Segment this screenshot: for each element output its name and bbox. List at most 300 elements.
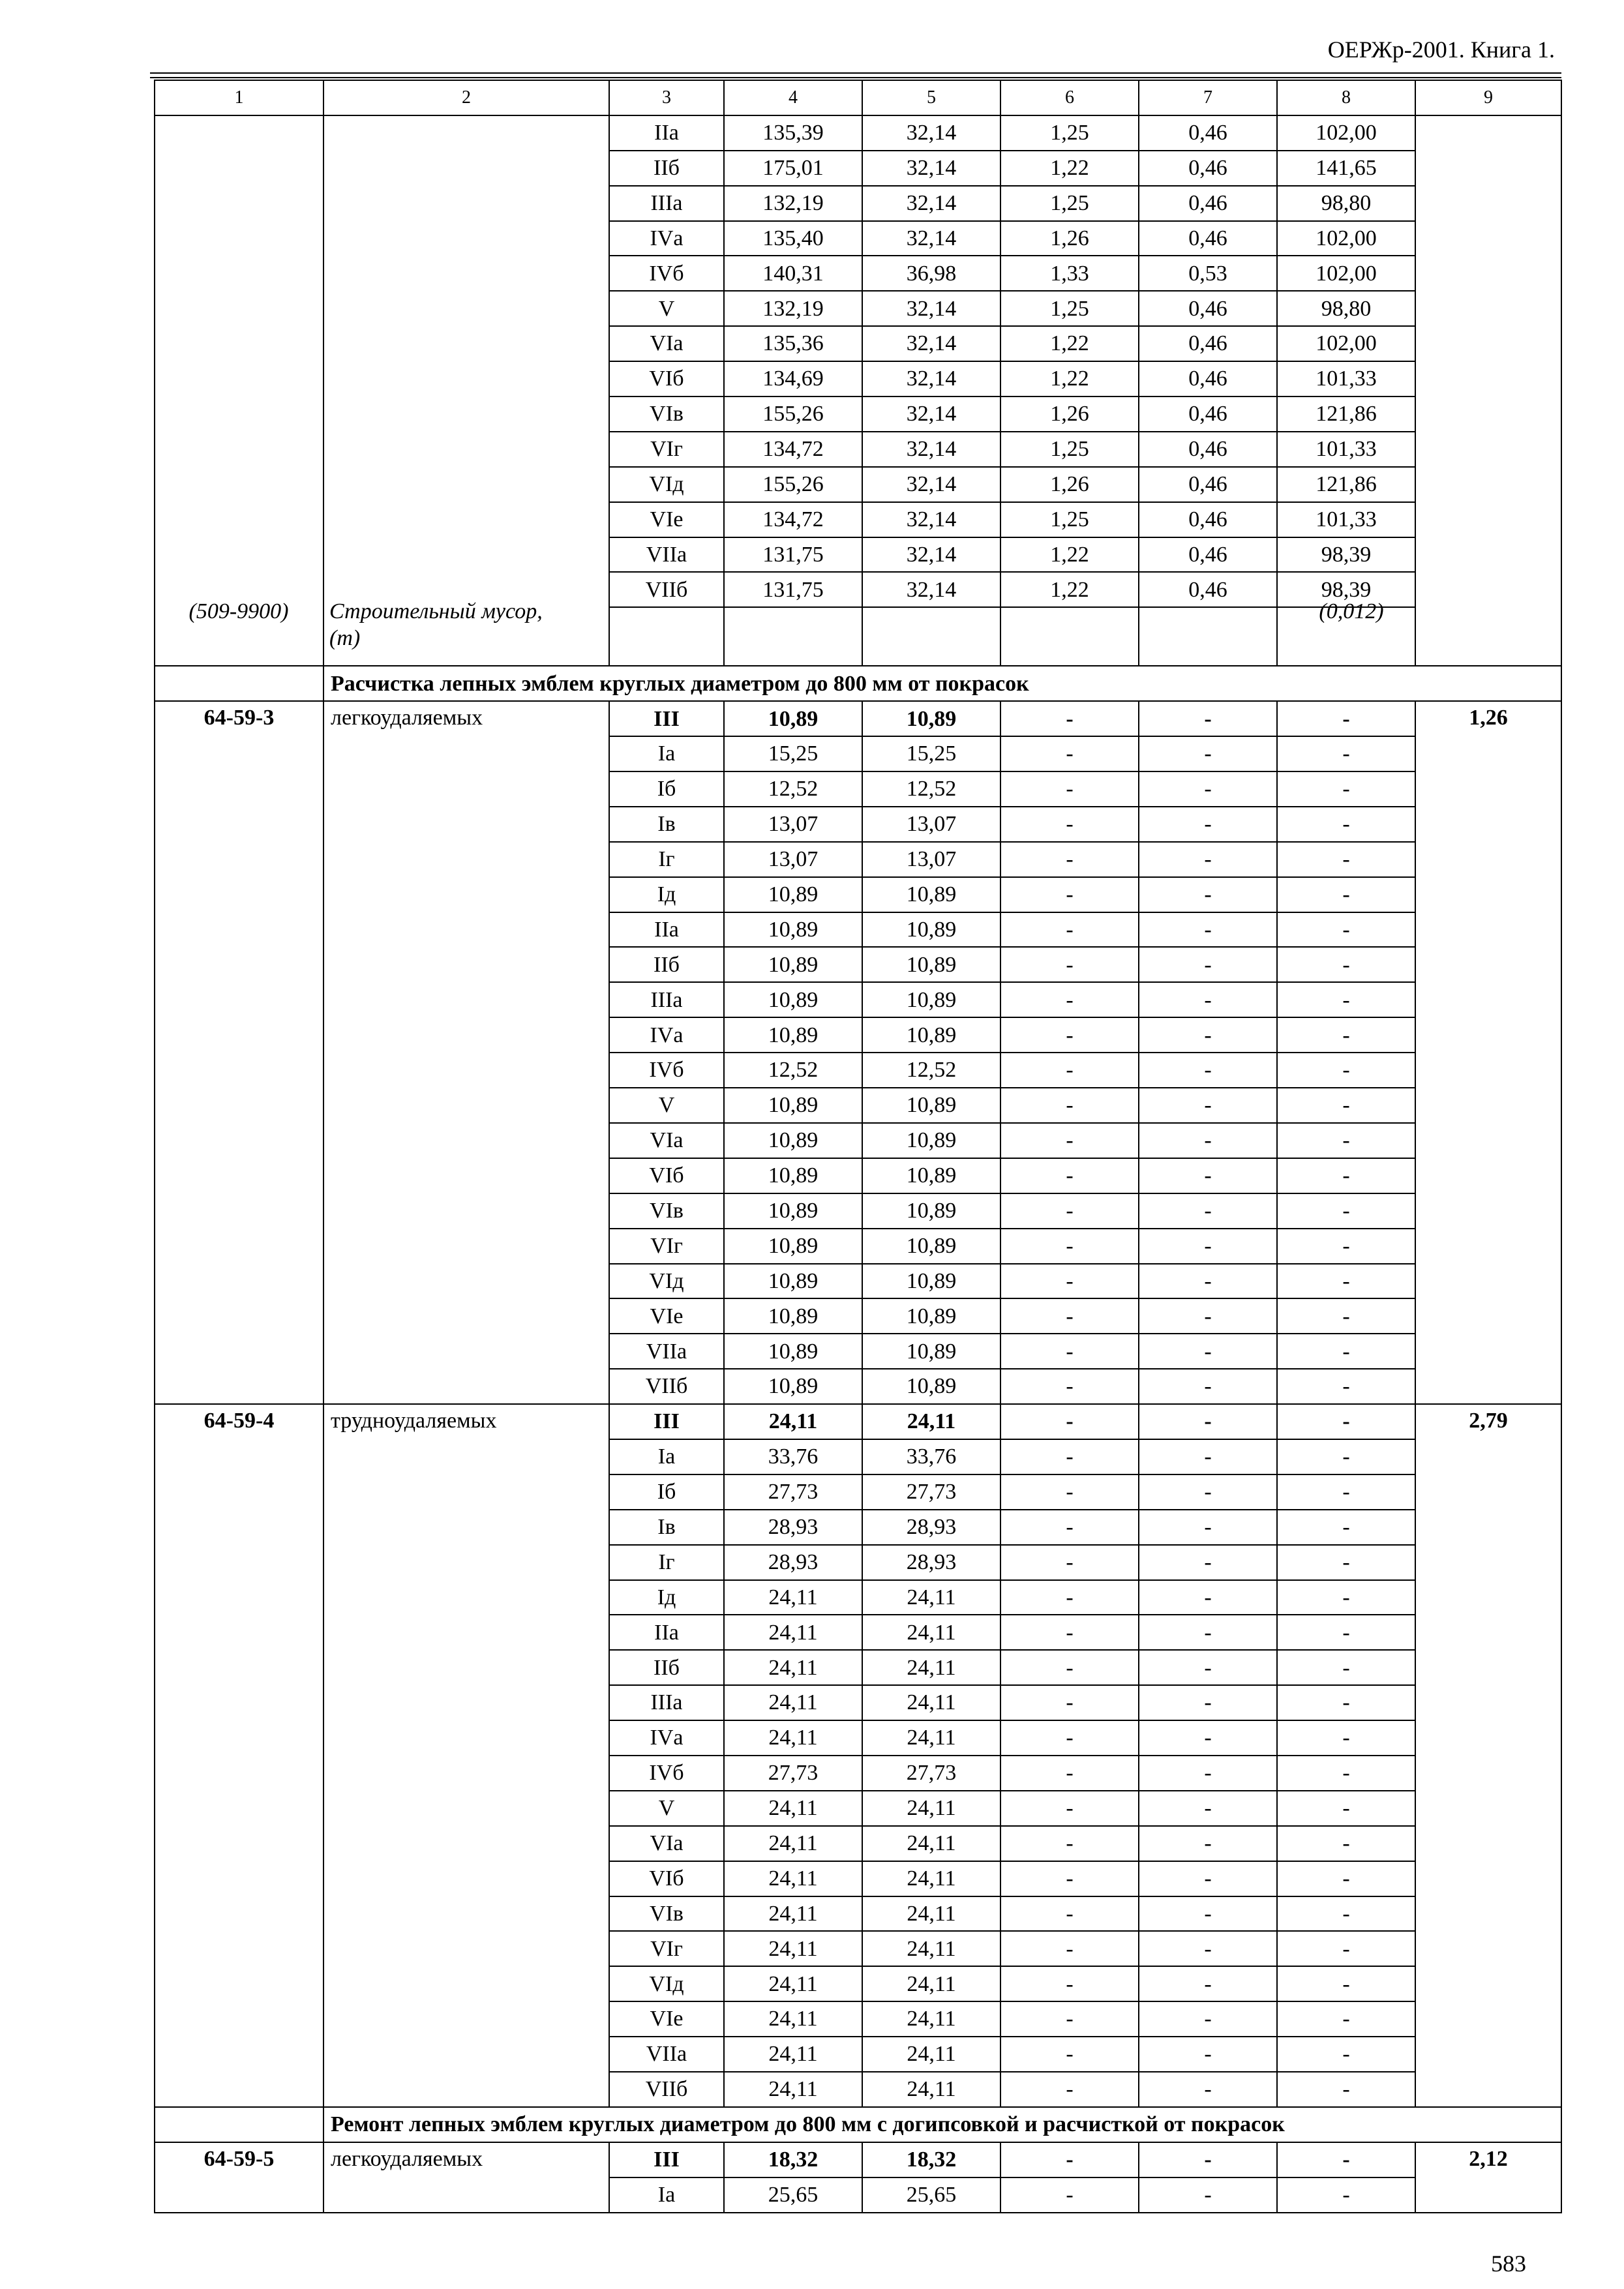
zone-cell: VIб — [609, 361, 724, 396]
labor-wage-cell: 24,11 — [862, 1966, 1000, 2001]
direct-cost-cell: 12,52 — [724, 1053, 862, 1088]
direct-cost-cell: 10,89 — [724, 1123, 862, 1158]
driver-wage-cell: - — [1139, 807, 1277, 842]
direct-cost-cell: 10,89 — [724, 1193, 862, 1229]
direct-cost-cell: 24,11 — [724, 1931, 862, 1966]
zone-cell: Iд — [609, 1580, 724, 1615]
zone-cell: IIа — [609, 912, 724, 948]
driver-wage-cell: 0,46 — [1139, 467, 1277, 502]
labor-wage-cell: 32,14 — [862, 537, 1000, 573]
labor-wage-cell: 10,89 — [862, 701, 1000, 736]
direct-cost-cell: 28,93 — [724, 1510, 862, 1545]
driver-wage-cell: - — [1139, 1896, 1277, 1932]
direct-cost-cell: 18,32 — [724, 2142, 862, 2177]
direct-cost-cell: 132,19 — [724, 186, 862, 221]
zone-cell: VIIб — [609, 2072, 724, 2107]
direct-cost-cell: 10,89 — [724, 1334, 862, 1369]
labor-wage-cell: 32,14 — [862, 115, 1000, 151]
material-cost-cell: - — [1277, 877, 1415, 912]
driver-wage-cell: - — [1139, 1474, 1277, 1510]
driver-wage-cell: - — [1139, 736, 1277, 771]
direct-cost-cell: 140,31 — [724, 256, 862, 291]
driver-wage-cell: 0,46 — [1139, 537, 1277, 573]
direct-cost-cell: 155,26 — [724, 396, 862, 432]
zone-cell: Iб — [609, 771, 724, 807]
zone-cell: V — [609, 1088, 724, 1123]
zone-cell: VIв — [609, 396, 724, 432]
zone-cell: Iв — [609, 807, 724, 842]
driver-wage-cell: - — [1139, 1685, 1277, 1720]
material-cost-cell: - — [1277, 1369, 1415, 1404]
header-rule-top — [150, 72, 1561, 74]
direct-cost-cell: 13,07 — [724, 807, 862, 842]
direct-cost-cell: 10,89 — [724, 1369, 862, 1404]
direct-cost-cell: 24,11 — [724, 1791, 862, 1826]
zone-cell: Iд — [609, 877, 724, 912]
driver-wage-cell: - — [1139, 1369, 1277, 1404]
column-number: 6 — [1000, 80, 1139, 115]
labor-wage-cell: 10,89 — [862, 1298, 1000, 1334]
machine-cost-cell: - — [1000, 1685, 1139, 1720]
col9-cell — [1415, 115, 1561, 666]
debris-name-line: Строительный мусор, — [329, 599, 543, 623]
labor-wage-cell: 10,89 — [862, 1158, 1000, 1193]
driver-wage-cell: - — [1139, 1510, 1277, 1545]
material-cost-cell: - — [1277, 1896, 1415, 1932]
driver-wage-cell: - — [1139, 1053, 1277, 1088]
labor-wage-cell: 24,11 — [862, 1404, 1000, 1439]
direct-cost-cell: 131,75 — [724, 572, 862, 607]
direct-cost-cell: 27,73 — [724, 1756, 862, 1791]
material-cost-cell: 102,00 — [1277, 326, 1415, 361]
debris-spacer-cell — [724, 607, 862, 666]
column-number: 5 — [862, 80, 1000, 115]
code-cell: 64-59-5 — [155, 2142, 323, 2213]
material-cost-cell: - — [1277, 1334, 1415, 1369]
driver-wage-cell: 0,46 — [1139, 115, 1277, 151]
labor-wage-cell: 24,11 — [862, 1720, 1000, 1756]
zone-cell: VIб — [609, 1158, 724, 1193]
machine-cost-cell: - — [1000, 1720, 1139, 1756]
zone-cell: VIг — [609, 1931, 724, 1966]
labor-wage-cell: 32,14 — [862, 361, 1000, 396]
machine-cost-cell: - — [1000, 701, 1139, 736]
driver-wage-cell: - — [1139, 1861, 1277, 1896]
table-row — [155, 115, 1561, 151]
zone-cell: VIе — [609, 1298, 724, 1334]
material-cost-cell: - — [1277, 2177, 1415, 2213]
machine-cost-cell: - — [1000, 2001, 1139, 2037]
direct-cost-cell: 10,89 — [724, 1264, 862, 1299]
material-cost-cell: 98,80 — [1277, 291, 1415, 326]
direct-cost-cell: 12,52 — [724, 771, 862, 807]
material-cost-cell: - — [1277, 947, 1415, 982]
code-cell: 64-59-4 — [155, 1404, 323, 2107]
direct-cost-cell: 28,93 — [724, 1545, 862, 1580]
labor-wage-cell: 24,11 — [862, 1826, 1000, 1861]
material-cost-cell: - — [1277, 1474, 1415, 1510]
direct-cost-cell: 135,40 — [724, 221, 862, 256]
column-number: 1 — [155, 80, 323, 115]
direct-cost-cell: 134,72 — [724, 502, 862, 537]
zone-cell: IVа — [609, 221, 724, 256]
labor-wage-cell: 24,11 — [862, 1685, 1000, 1720]
labor-wage-cell: 24,11 — [862, 2001, 1000, 2037]
machine-cost-cell: - — [1000, 1826, 1139, 1861]
labor-wage-cell: 15,25 — [862, 736, 1000, 771]
material-cost-cell: - — [1277, 1615, 1415, 1650]
labor-wage-cell: 24,11 — [862, 1791, 1000, 1826]
column-number: 3 — [609, 80, 724, 115]
col9-cell: 2,79 — [1415, 1404, 1561, 2107]
direct-cost-cell: 10,89 — [724, 1088, 862, 1123]
material-cost-cell: 141,65 — [1277, 151, 1415, 186]
labor-wage-cell: 10,89 — [862, 877, 1000, 912]
labor-wage-cell: 28,93 — [862, 1545, 1000, 1580]
direct-cost-cell: 33,76 — [724, 1439, 862, 1474]
driver-wage-cell: - — [1139, 701, 1277, 736]
machine-cost-cell: - — [1000, 1193, 1139, 1229]
material-cost-cell: - — [1277, 1017, 1415, 1053]
machine-cost-cell: 1,25 — [1000, 186, 1139, 221]
direct-cost-cell: 24,11 — [724, 1966, 862, 2001]
debris-name — [329, 599, 543, 652]
direct-cost-cell: 24,11 — [724, 2001, 862, 2037]
labor-wage-cell: 10,89 — [862, 1123, 1000, 1158]
direct-cost-cell: 10,89 — [724, 982, 862, 1017]
labor-wage-cell: 24,11 — [862, 1931, 1000, 1966]
labor-wage-cell: 24,11 — [862, 1896, 1000, 1932]
machine-cost-cell: - — [1000, 1298, 1139, 1334]
zone-cell: IVб — [609, 1756, 724, 1791]
zone-cell: IIа — [609, 115, 724, 151]
driver-wage-cell: - — [1139, 877, 1277, 912]
material-cost-cell: 121,86 — [1277, 467, 1415, 502]
material-cost-cell: - — [1277, 2001, 1415, 2037]
debris-value: (0,012) — [1319, 599, 1384, 623]
labor-wage-cell: 32,14 — [862, 432, 1000, 467]
zone-cell: VIг — [609, 1229, 724, 1264]
zone-cell: VIд — [609, 1966, 724, 2001]
machine-cost-cell: - — [1000, 1510, 1139, 1545]
zone-cell: IVа — [609, 1720, 724, 1756]
driver-wage-cell: 0,46 — [1139, 186, 1277, 221]
zone-cell: IIIа — [609, 186, 724, 221]
driver-wage-cell: - — [1139, 912, 1277, 948]
zone-cell: VIIа — [609, 2037, 724, 2072]
labor-wage-cell: 12,52 — [862, 771, 1000, 807]
direct-cost-cell: 10,89 — [724, 1229, 862, 1264]
machine-cost-cell: 1,25 — [1000, 115, 1139, 151]
labor-wage-cell: 10,89 — [862, 912, 1000, 948]
labor-wage-cell: 32,14 — [862, 502, 1000, 537]
machine-cost-cell: - — [1000, 982, 1139, 1017]
direct-cost-cell: 175,01 — [724, 151, 862, 186]
code-cell: 64-59-3 — [155, 701, 323, 1404]
code-cell — [155, 115, 323, 666]
material-cost-cell: - — [1277, 912, 1415, 948]
zone-cell: III — [609, 701, 724, 736]
driver-wage-cell: - — [1139, 1966, 1277, 2001]
machine-cost-cell: - — [1000, 1896, 1139, 1932]
machine-cost-cell: - — [1000, 1791, 1139, 1826]
material-cost-cell: 121,86 — [1277, 396, 1415, 432]
material-cost-cell: 101,33 — [1277, 361, 1415, 396]
direct-cost-cell: 15,25 — [724, 736, 862, 771]
machine-cost-cell: 1,22 — [1000, 572, 1139, 607]
machine-cost-cell: - — [1000, 1229, 1139, 1264]
zone-cell: VIе — [609, 502, 724, 537]
direct-cost-cell: 27,73 — [724, 1474, 862, 1510]
driver-wage-cell: - — [1139, 1298, 1277, 1334]
material-cost-cell: - — [1277, 982, 1415, 1017]
column-number: 4 — [724, 80, 862, 115]
direct-cost-cell: 135,39 — [724, 115, 862, 151]
labor-wage-cell: 25,65 — [862, 2177, 1000, 2213]
debris-unit: (т) — [329, 625, 361, 650]
name-cell: легкоудаляемых — [323, 701, 609, 1404]
col9-cell: 1,26 — [1415, 701, 1561, 1404]
column-number: 2 — [323, 80, 609, 115]
driver-wage-cell: - — [1139, 771, 1277, 807]
driver-wage-cell: - — [1139, 1264, 1277, 1299]
zone-cell: Iб — [609, 1474, 724, 1510]
zone-cell: IIIа — [609, 1685, 724, 1720]
labor-wage-cell: 32,14 — [862, 572, 1000, 607]
direct-cost-cell: 131,75 — [724, 537, 862, 573]
driver-wage-cell: 0,46 — [1139, 396, 1277, 432]
labor-wage-cell: 24,11 — [862, 1650, 1000, 1685]
machine-cost-cell: - — [1000, 1931, 1139, 1966]
machine-cost-cell: 1,25 — [1000, 432, 1139, 467]
zone-cell: IVб — [609, 1053, 724, 1088]
machine-cost-cell: 1,26 — [1000, 396, 1139, 432]
labor-wage-cell: 10,89 — [862, 1229, 1000, 1264]
column-number: 7 — [1139, 80, 1277, 115]
material-cost-cell: - — [1277, 2037, 1415, 2072]
labor-wage-cell: 32,14 — [862, 326, 1000, 361]
direct-cost-cell: 24,11 — [724, 2037, 862, 2072]
direct-cost-cell: 24,11 — [724, 1720, 862, 1756]
material-cost-cell: - — [1277, 1826, 1415, 1861]
zone-cell: VIд — [609, 467, 724, 502]
material-cost-cell: - — [1277, 771, 1415, 807]
direct-cost-cell: 10,89 — [724, 947, 862, 982]
labor-wage-cell: 24,11 — [862, 1580, 1000, 1615]
material-cost-cell: - — [1277, 1931, 1415, 1966]
col9-cell: 2,12 — [1415, 2142, 1561, 2213]
rates-table — [154, 80, 1562, 2213]
labor-wage-cell: 10,89 — [862, 947, 1000, 982]
driver-wage-cell: - — [1139, 1615, 1277, 1650]
machine-cost-cell: 1,33 — [1000, 256, 1139, 291]
column-number: 9 — [1415, 80, 1561, 115]
labor-wage-cell: 13,07 — [862, 807, 1000, 842]
zone-cell: IIб — [609, 947, 724, 982]
driver-wage-cell: - — [1139, 1158, 1277, 1193]
machine-cost-cell: - — [1000, 1334, 1139, 1369]
zone-cell: VIIа — [609, 537, 724, 573]
name-cell: легкоудаляемых — [323, 2142, 609, 2213]
direct-cost-cell: 25,65 — [724, 2177, 862, 2213]
material-cost-cell: - — [1277, 1720, 1415, 1756]
driver-wage-cell: 0,46 — [1139, 572, 1277, 607]
driver-wage-cell: - — [1139, 2001, 1277, 2037]
labor-wage-cell: 32,14 — [862, 186, 1000, 221]
material-cost-cell: - — [1277, 1685, 1415, 1720]
debris-spacer-cell — [1000, 607, 1139, 666]
driver-wage-cell: - — [1139, 1756, 1277, 1791]
labor-wage-cell: 28,93 — [862, 1510, 1000, 1545]
zone-cell: III — [609, 2142, 724, 2177]
machine-cost-cell: - — [1000, 2072, 1139, 2107]
machine-cost-cell: - — [1000, 1439, 1139, 1474]
labor-wage-cell: 32,14 — [862, 291, 1000, 326]
zone-cell: VIд — [609, 1264, 724, 1299]
machine-cost-cell: - — [1000, 1650, 1139, 1685]
material-cost-cell: - — [1277, 1053, 1415, 1088]
zone-cell: VIа — [609, 1123, 724, 1158]
zone-cell: III — [609, 1404, 724, 1439]
material-cost-cell: - — [1277, 1404, 1415, 1439]
direct-cost-cell: 10,89 — [724, 877, 862, 912]
labor-wage-cell: 10,89 — [862, 1017, 1000, 1053]
debris-spacer-cell — [609, 607, 724, 666]
name-cell — [323, 115, 609, 666]
machine-cost-cell: - — [1000, 736, 1139, 771]
direct-cost-cell: 24,11 — [724, 1404, 862, 1439]
zone-cell: Iг — [609, 1545, 724, 1580]
material-cost-cell: - — [1277, 1966, 1415, 2001]
machine-cost-cell: - — [1000, 771, 1139, 807]
labor-wage-cell: 12,52 — [862, 1053, 1000, 1088]
column-number-row — [155, 80, 1561, 115]
driver-wage-cell: 0,46 — [1139, 502, 1277, 537]
zone-cell: VIе — [609, 2001, 724, 2037]
material-cost-cell: 98,80 — [1277, 186, 1415, 221]
machine-cost-cell: - — [1000, 1474, 1139, 1510]
zone-cell: VIIб — [609, 572, 724, 607]
material-cost-cell: - — [1277, 1580, 1415, 1615]
direct-cost-cell: 10,89 — [724, 1298, 862, 1334]
material-cost-cell: - — [1277, 1545, 1415, 1580]
driver-wage-cell: - — [1139, 2142, 1277, 2177]
machine-cost-cell: 1,22 — [1000, 326, 1139, 361]
material-cost-cell: - — [1277, 1158, 1415, 1193]
driver-wage-cell: - — [1139, 1123, 1277, 1158]
machine-cost-cell: - — [1000, 807, 1139, 842]
table-row — [155, 701, 1561, 736]
driver-wage-cell: - — [1139, 1229, 1277, 1264]
material-cost-cell: - — [1277, 1756, 1415, 1791]
debris-spacer-cell — [1139, 607, 1277, 666]
driver-wage-cell: - — [1139, 1791, 1277, 1826]
labor-wage-cell: 18,32 — [862, 2142, 1000, 2177]
driver-wage-cell: - — [1139, 1826, 1277, 1861]
zone-cell: IIб — [609, 151, 724, 186]
labor-wage-cell: 27,73 — [862, 1756, 1000, 1791]
driver-wage-cell: - — [1139, 1545, 1277, 1580]
zone-cell: VIв — [609, 1896, 724, 1932]
driver-wage-cell: - — [1139, 1088, 1277, 1123]
zone-cell: IVб — [609, 256, 724, 291]
labor-wage-cell: 10,89 — [862, 1264, 1000, 1299]
page-number: 583 — [1491, 2251, 1526, 2277]
header-rule-bottom — [150, 77, 1561, 78]
machine-cost-cell: - — [1000, 1615, 1139, 1650]
material-cost-cell: - — [1277, 701, 1415, 736]
driver-wage-cell: - — [1139, 982, 1277, 1017]
machine-cost-cell: 1,25 — [1000, 502, 1139, 537]
driver-wage-cell: 0,46 — [1139, 221, 1277, 256]
driver-wage-cell: - — [1139, 1017, 1277, 1053]
material-cost-cell: 102,00 — [1277, 221, 1415, 256]
section-title: Ремонт лепных эмблем круглых диаметром до 800 мм с догипсовкой и расчисткой от покрасок — [323, 2107, 1561, 2142]
labor-wage-cell: 36,98 — [862, 256, 1000, 291]
material-cost-cell: - — [1277, 807, 1415, 842]
driver-wage-cell: - — [1139, 1404, 1277, 1439]
direct-cost-cell: 24,11 — [724, 1650, 862, 1685]
labor-wage-cell: 10,89 — [862, 1369, 1000, 1404]
direct-cost-cell: 24,11 — [724, 1615, 862, 1650]
material-cost-cell: - — [1277, 1229, 1415, 1264]
labor-wage-cell: 32,14 — [862, 467, 1000, 502]
debris-spacer-cell — [862, 607, 1000, 666]
machine-cost-cell: - — [1000, 947, 1139, 982]
labor-wage-cell: 10,89 — [862, 1088, 1000, 1123]
material-cost-cell: - — [1277, 1193, 1415, 1229]
driver-wage-cell: - — [1139, 2072, 1277, 2107]
zone-cell: IVа — [609, 1017, 724, 1053]
driver-wage-cell: - — [1139, 842, 1277, 877]
direct-cost-cell: 10,89 — [724, 1017, 862, 1053]
direct-cost-cell: 155,26 — [724, 467, 862, 502]
driver-wage-cell: - — [1139, 1580, 1277, 1615]
direct-cost-cell: 135,36 — [724, 326, 862, 361]
material-cost-cell: - — [1277, 1861, 1415, 1896]
material-cost-cell: - — [1277, 1650, 1415, 1685]
machine-cost-cell: - — [1000, 877, 1139, 912]
material-cost-cell: 98,39 — [1277, 572, 1415, 607]
direct-cost-cell: 24,11 — [724, 1685, 862, 1720]
section-spacer-cell — [155, 666, 323, 701]
material-cost-cell: - — [1277, 1088, 1415, 1123]
direct-cost-cell: 134,69 — [724, 361, 862, 396]
machine-cost-cell: - — [1000, 1545, 1139, 1580]
section-spacer-cell — [155, 2107, 323, 2142]
machine-cost-cell: - — [1000, 1264, 1139, 1299]
zone-cell: VIIа — [609, 1334, 724, 1369]
material-cost-cell: 98,39 — [1277, 537, 1415, 573]
driver-wage-cell: 0,46 — [1139, 151, 1277, 186]
machine-cost-cell: 1,22 — [1000, 361, 1139, 396]
material-cost-cell: - — [1277, 1298, 1415, 1334]
machine-cost-cell: - — [1000, 1861, 1139, 1896]
material-cost-cell: - — [1277, 736, 1415, 771]
driver-wage-cell: - — [1139, 947, 1277, 982]
material-cost-cell: - — [1277, 1123, 1415, 1158]
machine-cost-cell: 1,25 — [1000, 291, 1139, 326]
direct-cost-cell: 24,11 — [724, 1896, 862, 1932]
machine-cost-cell: - — [1000, 1756, 1139, 1791]
machine-cost-cell: - — [1000, 2037, 1139, 2072]
labor-wage-cell: 10,89 — [862, 1334, 1000, 1369]
driver-wage-cell: - — [1139, 1650, 1277, 1685]
machine-cost-cell: - — [1000, 842, 1139, 877]
labor-wage-cell: 10,89 — [862, 1193, 1000, 1229]
machine-cost-cell: - — [1000, 1158, 1139, 1193]
debris-code: (509-9900) — [188, 599, 289, 623]
